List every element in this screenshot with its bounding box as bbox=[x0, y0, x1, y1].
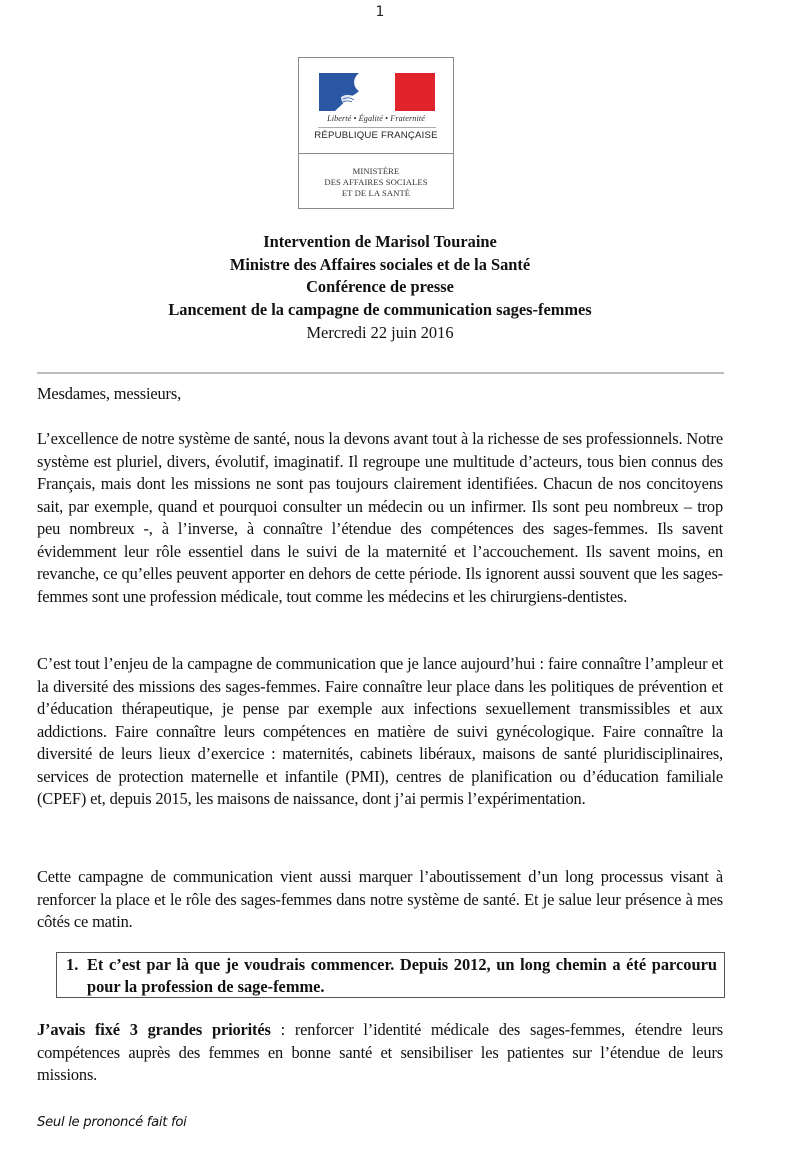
title-line-event: Conférence de presse bbox=[306, 277, 454, 297]
page-number: 1 bbox=[375, 4, 385, 20]
section-heading-text: Et c’est par là que je voudrais commencer. Depuis 2012, un long chemin a été parcouru pour la profession de sage-femme. bbox=[87, 955, 717, 996]
priorities-lead: J’avais fixé 3 grandes priorités bbox=[37, 1020, 271, 1039]
paragraph-3: Cette campagne de communication vient aussi marquer l’aboutissement d’un long processus visant à renforcer la place et le rôle des sages-femmes dans notre système de santé. Et je salue leur présence à mes côtés ce matin. bbox=[37, 867, 723, 931]
ministry-line: DES AFFAIRES SOCIALES bbox=[324, 177, 428, 187]
marianne-flag-icon bbox=[319, 73, 435, 111]
paragraph-2: C’est tout l’enjeu de la campagne de communication que je lance aujourd’hui : faire connaître l’ampleur et la diversité des missions des sages-femmes. Faire connaître leur place dans les politiques de prévention et d’éducation thérapeutique, je pense par exemple aux infections sexuellement transmissibles et aux addictions. Faire connaître leurs compétences en matière de suivi gynécologique. Faire connaître la diversité de leurs lieux d’exercice : maternités, cabinets libéraux, maisons de santé pluridisciplinaires, services de protection maternelle et infantile (PMI), centres de planification ou d’éducation familiale (CPEF) et, depuis 2015, les maisons de naissance, dont j’ai permis l’expérimentation. bbox=[37, 654, 723, 808]
ministry-line: MINISTÈRE bbox=[352, 166, 400, 176]
footer-disclaimer: Seul le prononcé fait foi bbox=[37, 1115, 187, 1130]
motto-divider bbox=[318, 127, 436, 128]
paragraph-1: L’excellence de notre système de santé, nous la devons avant tout à la richesse de ses professionnels. Notre système est pluriel, divers, évolutif, imaginatif. Il regroupe une multitude d’acteurs, tous bien connus des Français, mais dont les missions ne sont pas toujours clairement identifiées. Chacun de nos concitoyens sait, par exemple, quand et pourquoi consulter un médecin ou un infirmer. Ils sont peu nombreux – trop peu nombreux -, à l’inverse, à connaître l’étendue des compétences des sages-femmes. Ils savent évidemment leur rôle essentiel dans le suivi de la maternité et l’accouchement. Ils savent moins, en revanche, ce qu’elles peuvent apporter en dehors de cette période. Ils ignorent aussi souvent que les sages-femmes sont une profession médicale, tout comme les médecins et les chirurgiens-dentistes. bbox=[37, 429, 723, 606]
title-line-subject: Lancement de la campagne de communication sages-femmes bbox=[168, 300, 592, 320]
title-line-speaker: Intervention de Marisol Touraine bbox=[263, 232, 497, 251]
header-divider bbox=[37, 372, 724, 374]
section-number: 1. bbox=[66, 955, 79, 974]
priorities-rest: : renforcer l’identité médicale des sages-femmes, étendre leurs compétences auprès des femmes en bonne santé et sensibiliser les patientes sur l’étendue de leurs missions. bbox=[37, 1020, 723, 1084]
ministry-logo bbox=[298, 57, 454, 209]
priorities-paragraph bbox=[37, 1019, 723, 1087]
motto-text: Liberté • Égalité • Fraternité bbox=[327, 114, 425, 123]
title-line-role: Ministre des Affaires sociales et de la Santé bbox=[229, 254, 531, 274]
republique-francaise-emblem bbox=[299, 58, 453, 154]
document-date: Mercredi 22 juin 2016 bbox=[306, 322, 454, 342]
salutation: Mesdames, messieurs, bbox=[37, 384, 182, 403]
republique-francaise-text: RÉPUBLIQUE FRANÇAISE bbox=[314, 130, 438, 141]
document-title-block bbox=[0, 231, 760, 345]
ministry-name bbox=[299, 166, 453, 199]
numbered-section-box bbox=[56, 952, 725, 998]
ministry-line: ET DE LA SANTÉ bbox=[341, 188, 411, 198]
